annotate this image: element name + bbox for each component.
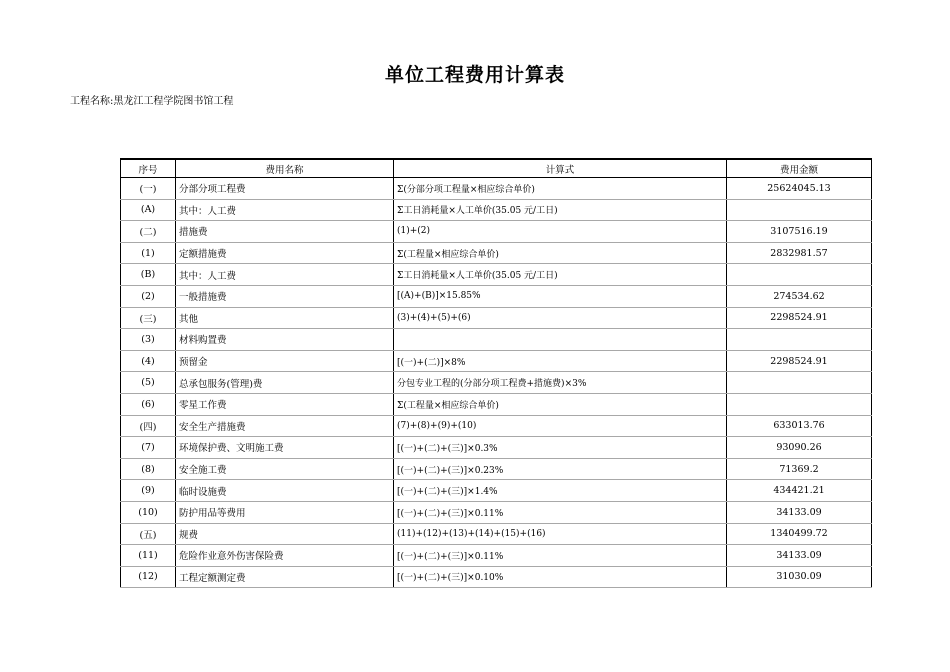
cell-formula: Σ(分部分项工程量×相应综合单价) [394,178,727,200]
cell-amount [727,264,872,286]
cell-amount: 3107516.19 [727,221,872,243]
cell-name: 工程定额测定费 [176,566,394,588]
cell-name: 其中：人工费 [176,199,394,221]
cell-name: 总承包服务(管理)费 [176,372,394,394]
cell-seq: (3) [121,329,176,351]
cell-formula: (11)+(12)+(13)+(14)+(15)+(16) [394,523,727,545]
col-header-formula: 计算式 [394,159,727,178]
cell-amount: 274534.62 [727,285,872,307]
cell-name: 危险作业意外伤害保险费 [176,545,394,567]
col-header-seq: 序号 [121,159,176,178]
cell-name: 防护用品等费用 [176,501,394,523]
cell-formula: [(一)+(二)+(三)]×0.3% [394,437,727,459]
cell-seq: (1) [121,242,176,264]
table-row [121,242,872,264]
cell-amount: 2298524.91 [727,307,872,329]
cell-amount [727,372,872,394]
cell-seq: (2) [121,285,176,307]
cell-formula: [(A)+(B)]×15.85% [394,285,727,307]
cell-formula: (7)+(8)+(9)+(10) [394,415,727,437]
cell-name: 安全生产措施费 [176,415,394,437]
table-row [121,178,872,200]
cell-formula [394,329,727,351]
cell-name: 规费 [176,523,394,545]
cost-table [120,158,872,588]
cell-seq: (9) [121,480,176,502]
cell-seq: (三) [121,307,176,329]
cell-formula: [(一)+(二)+(三)]×0.11% [394,501,727,523]
cell-amount: 434421.21 [727,480,872,502]
table-row [121,415,872,437]
cell-formula: [(一)+(二)+(三)]×0.11% [394,545,727,567]
cell-seq: (B) [121,264,176,286]
table-row [121,307,872,329]
cell-seq: (6) [121,393,176,415]
cell-seq: (一) [121,178,176,200]
cell-seq: (7) [121,437,176,459]
cell-seq: (5) [121,372,176,394]
cell-amount [727,393,872,415]
cell-seq: (10) [121,501,176,523]
cell-name: 定额措施费 [176,242,394,264]
cell-amount [727,199,872,221]
cell-seq: (12) [121,566,176,588]
table-row [121,523,872,545]
cell-name: 预留金 [176,350,394,372]
cell-amount: 93090.26 [727,437,872,459]
table-row [121,501,872,523]
cell-name: 一般措施费 [176,285,394,307]
cell-name: 环境保护费、文明施工费 [176,437,394,459]
cell-formula: Σ(工程量×相应综合单价) [394,393,727,415]
cell-amount [727,329,872,351]
cell-name: 临时设施费 [176,480,394,502]
table-row [121,480,872,502]
table-row [121,329,872,351]
cell-name: 措施费 [176,221,394,243]
table-row [121,566,872,588]
table-row [121,285,872,307]
cell-amount: 1340499.72 [727,523,872,545]
cell-formula: [(一)+(二)]×8% [394,350,727,372]
cell-seq: (4) [121,350,176,372]
cell-formula: Σ(工程量×相应综合单价) [394,242,727,264]
cell-seq: (A) [121,199,176,221]
cell-amount: 34133.09 [727,501,872,523]
document-title: 单位工程费用计算表 [384,64,565,86]
cell-seq: (五) [121,523,176,545]
cell-amount: 633013.76 [727,415,872,437]
cell-amount: 2832981.57 [727,242,872,264]
table-header-row [121,159,872,178]
col-header-name: 费用名称 [176,159,394,178]
cell-name: 零星工作费 [176,393,394,415]
cell-name: 安全施工费 [176,458,394,480]
table-row [121,372,872,394]
cell-formula: Σ工日消耗量×人工单价(35.05 元/工日) [394,199,727,221]
cell-name: 其中：人工费 [176,264,394,286]
table-row [121,545,872,567]
table-row [121,199,872,221]
cell-seq: (8) [121,458,176,480]
col-header-amount: 费用金额 [727,159,872,178]
cell-amount: 2298524.91 [727,350,872,372]
cell-amount: 31030.09 [727,566,872,588]
cell-name: 其他 [176,307,394,329]
cell-formula: [(一)+(二)+(三)]×0.23% [394,458,727,480]
table-row [121,393,872,415]
table-row [121,458,872,480]
table-row [121,350,872,372]
cell-amount: 25624045.13 [727,178,872,200]
cell-amount: 34133.09 [727,545,872,567]
cell-name: 分部分项工程费 [176,178,394,200]
cell-seq: (11) [121,545,176,567]
cell-seq: (二) [121,221,176,243]
cell-formula: Σ工日消耗量×人工单价(35.05 元/工日) [394,264,727,286]
project-name: 工程名称:黑龙江工程学院图书馆工程 [70,96,234,107]
cell-formula: [(一)+(二)+(三)]×0.10% [394,566,727,588]
cell-formula: (1)+(2) [394,221,727,243]
cell-formula: (3)+(4)+(5)+(6) [394,307,727,329]
cell-name: 材料购置费 [176,329,394,351]
cell-formula: 分包专业工程的(分部分项工程费+措施费)×3% [394,372,727,394]
cell-amount: 71369.2 [727,458,872,480]
cell-formula: [(一)+(二)+(三)]×1.4% [394,480,727,502]
table-row [121,264,872,286]
table-row [121,221,872,243]
table-row [121,437,872,459]
cell-seq: (四) [121,415,176,437]
table-body [121,178,872,588]
